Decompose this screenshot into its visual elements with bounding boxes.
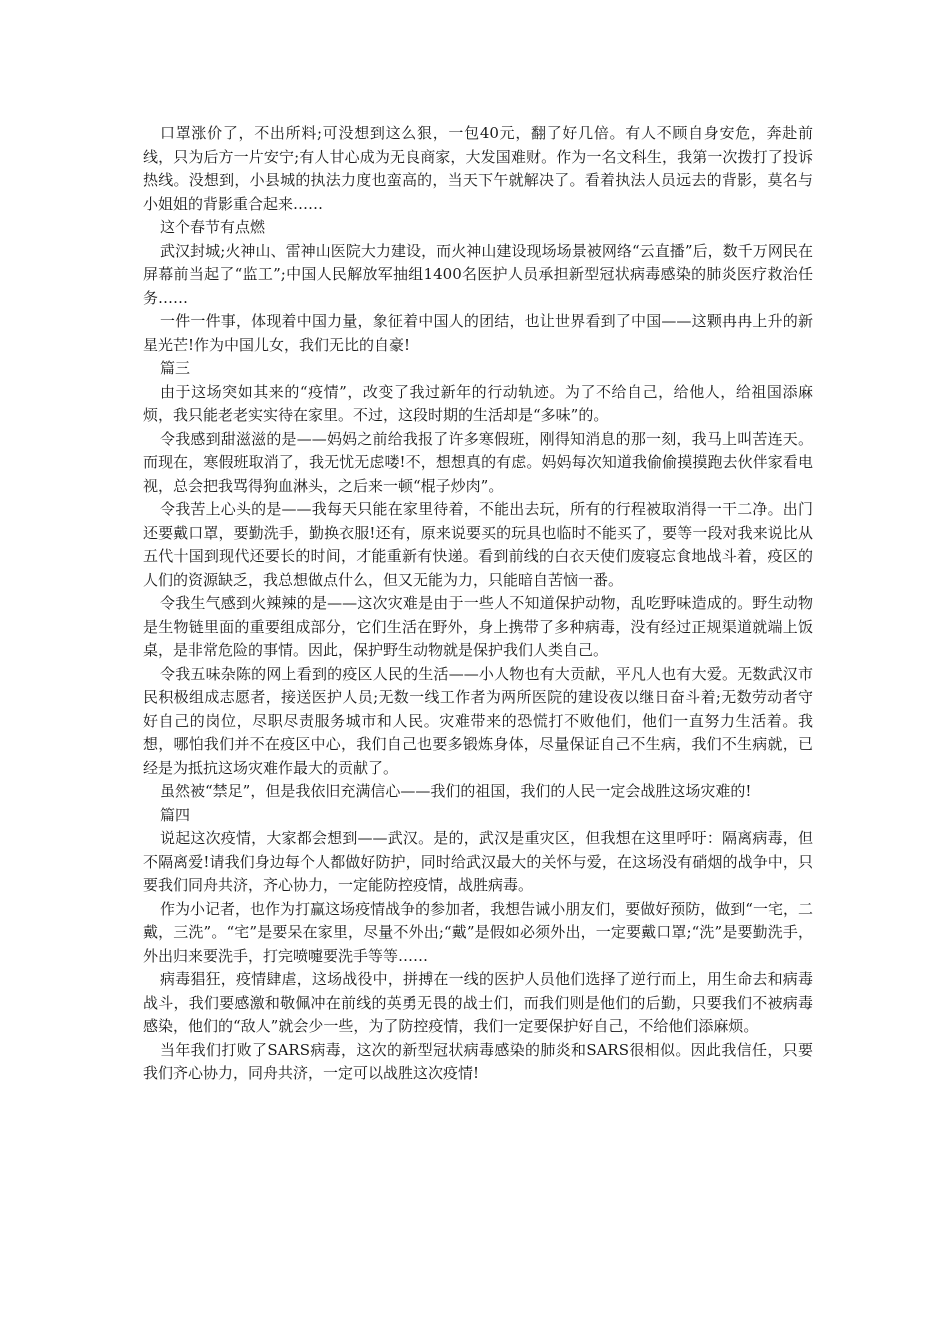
paragraph: 病毒猖狂，疫情肆虐，这场战役中，拼搏在一线的医护人员他们选择了逆行而上，用生命去和病毒战斗，我们要感激和敬佩冲在前线的英勇无畏的战士们，而我们则是他们的后勤，只要我们不被病毒感染，他们的“敌人”就会少一些，为了防控疫情，我们一定要保护好自己，不给他们添麻烦。 (143, 970, 813, 1035)
paragraph: 令我感到甜滋滋的是——妈妈之前给我报了许多寒假班，刚得知消息的那一刻，我马上叫苦连天。而现在，寒假班取消了，我无忧无虑喽!不，想想真的有虑。妈妈每次知道我偷偷摸摸跑去伙伴家看电视，总会把我骂得狗血淋头，之后来一顿“棍子炒肉”。 (143, 429, 813, 495)
paragraph: 虽然被“禁足”，但是我依旧充满信心——我们的祖国，我们的人民一定会战胜这场灾难的! (160, 782, 752, 800)
section-heading: 篇三 (160, 359, 191, 377)
section-heading: 这个春节有点燃 (160, 218, 266, 236)
paragraph: 武汉封城;火神山、雷神山医院大力建设，而火神山建设现场场景被网络“云直播”后，数千万网民在屏幕前当起了“监工”;中国人民解放军抽组1400名医护人员承担新型冠状病毒感染的肺炎医疗救治任务…… (143, 241, 813, 307)
paragraph: 一件一件事，体现着中国力量，象征着中国人的团结，也让世界看到了中国——这颗冉冉上升的新星光芒!作为中国儿女，我们无比的自豪! (143, 312, 813, 354)
paragraph: 令我生气感到火辣辣的是——这次灾难是由于一些人不知道保护动物，乱吃野味造成的。野生动物是生物链里面的重要组成部分，它们生活在野外，身上携带了多种病毒，没有经过正规渠道就端上饭桌，是非常危险的事情。因此，保护野生动物就是保护我们人类自己。 (143, 594, 813, 659)
paragraph: 口罩涨价了，不出所料;可没想到这么狠，一包40元，翻了好几倍。有人不顾自身安危，奔赴前线，只为后方一片安宁;有人甘心成为无良商家，大发国难财。作为一名文科生，我第一次拨打了投诉热线。没想到，小县城的执法力度也蛮高的，当天下午就解决了。看着执法人员远去的背影，莫名与小姐姐的背影重合起来…… (143, 124, 813, 213)
section-heading: 篇四 (160, 805, 191, 824)
paragraph: 由于这场突如其来的“疫情”，改变了我过新年的行动轨迹。为了不给自己，给他人，给祖国添麻烦，我只能老老实实待在家里。不过，这段时期的生活却是“多味”的。 (143, 382, 813, 424)
paragraph: 令我五味杂陈的网上看到的疫区人民的生活——小人物也有大贡献，平凡人也有大爱。无数武汉市民积极组成志愿者，接送医护人员;无数一线工作者为两所医院的建设夜以继日奋斗着;无数劳动者守好自己的岗位，尽职尽责服务城市和人民。灾难带来的恐慌打不败他们，他们一直努力生活着。我想，哪怕我们并不在疫区中心，我们自己也要多锻炼身体，尽量保证自己不生病，我们不生病就，已经是为抵抗这场灾难作最大的贡献了。 (143, 664, 813, 777)
document-body (143, 122, 813, 1086)
paragraph: 说起这次疫情，大家都会想到——武汉。是的，武汉是重灾区，但我想在这里呼吁：隔离病毒，但不隔离爱!请我们身边每个人都做好防护，同时给武汉最大的关怀与爱，在这场没有硝烟的战争中，只要我们同舟共济，齐心协力，一定能防控疫情，战胜病毒。 (143, 829, 813, 894)
paragraph: 令我苦上心头的是——我每天只能在家里待着，不能出去玩，所有的行程被取消得一干二净。出门还要戴口罩，要勤洗手，勤换衣服!还有，原来说要买的玩具也临时不能买了，要等一段对我来说比从五代十国到现代还要长的时间，才能重新有快递。看到前线的白衣天使们废寝忘食地战斗着，疫区的人们的资源缺乏，我总想做点什么，但又无能为力，只能暗自苦恼一番。 (143, 500, 813, 589)
paragraph: 作为小记者，也作为打赢这场疫情战争的参加者，我想告诫小朋友们，要做好预防，做到“一宅，二戴，三洗”。“宅”是要呆在家里，尽量不外出;“戴”是假如必须外出，一定要戴口罩;“洗”是要勤洗手，外出归来要洗手，打完喷嚏要洗手等等…… (143, 899, 813, 965)
paragraph: 当年我们打败了SARS病毒，这次的新型冠状病毒感染的肺炎和SARS很相似。因此我信任，只要我们齐心协力，同舟共济，一定可以战胜这次疫情! (143, 1040, 813, 1082)
